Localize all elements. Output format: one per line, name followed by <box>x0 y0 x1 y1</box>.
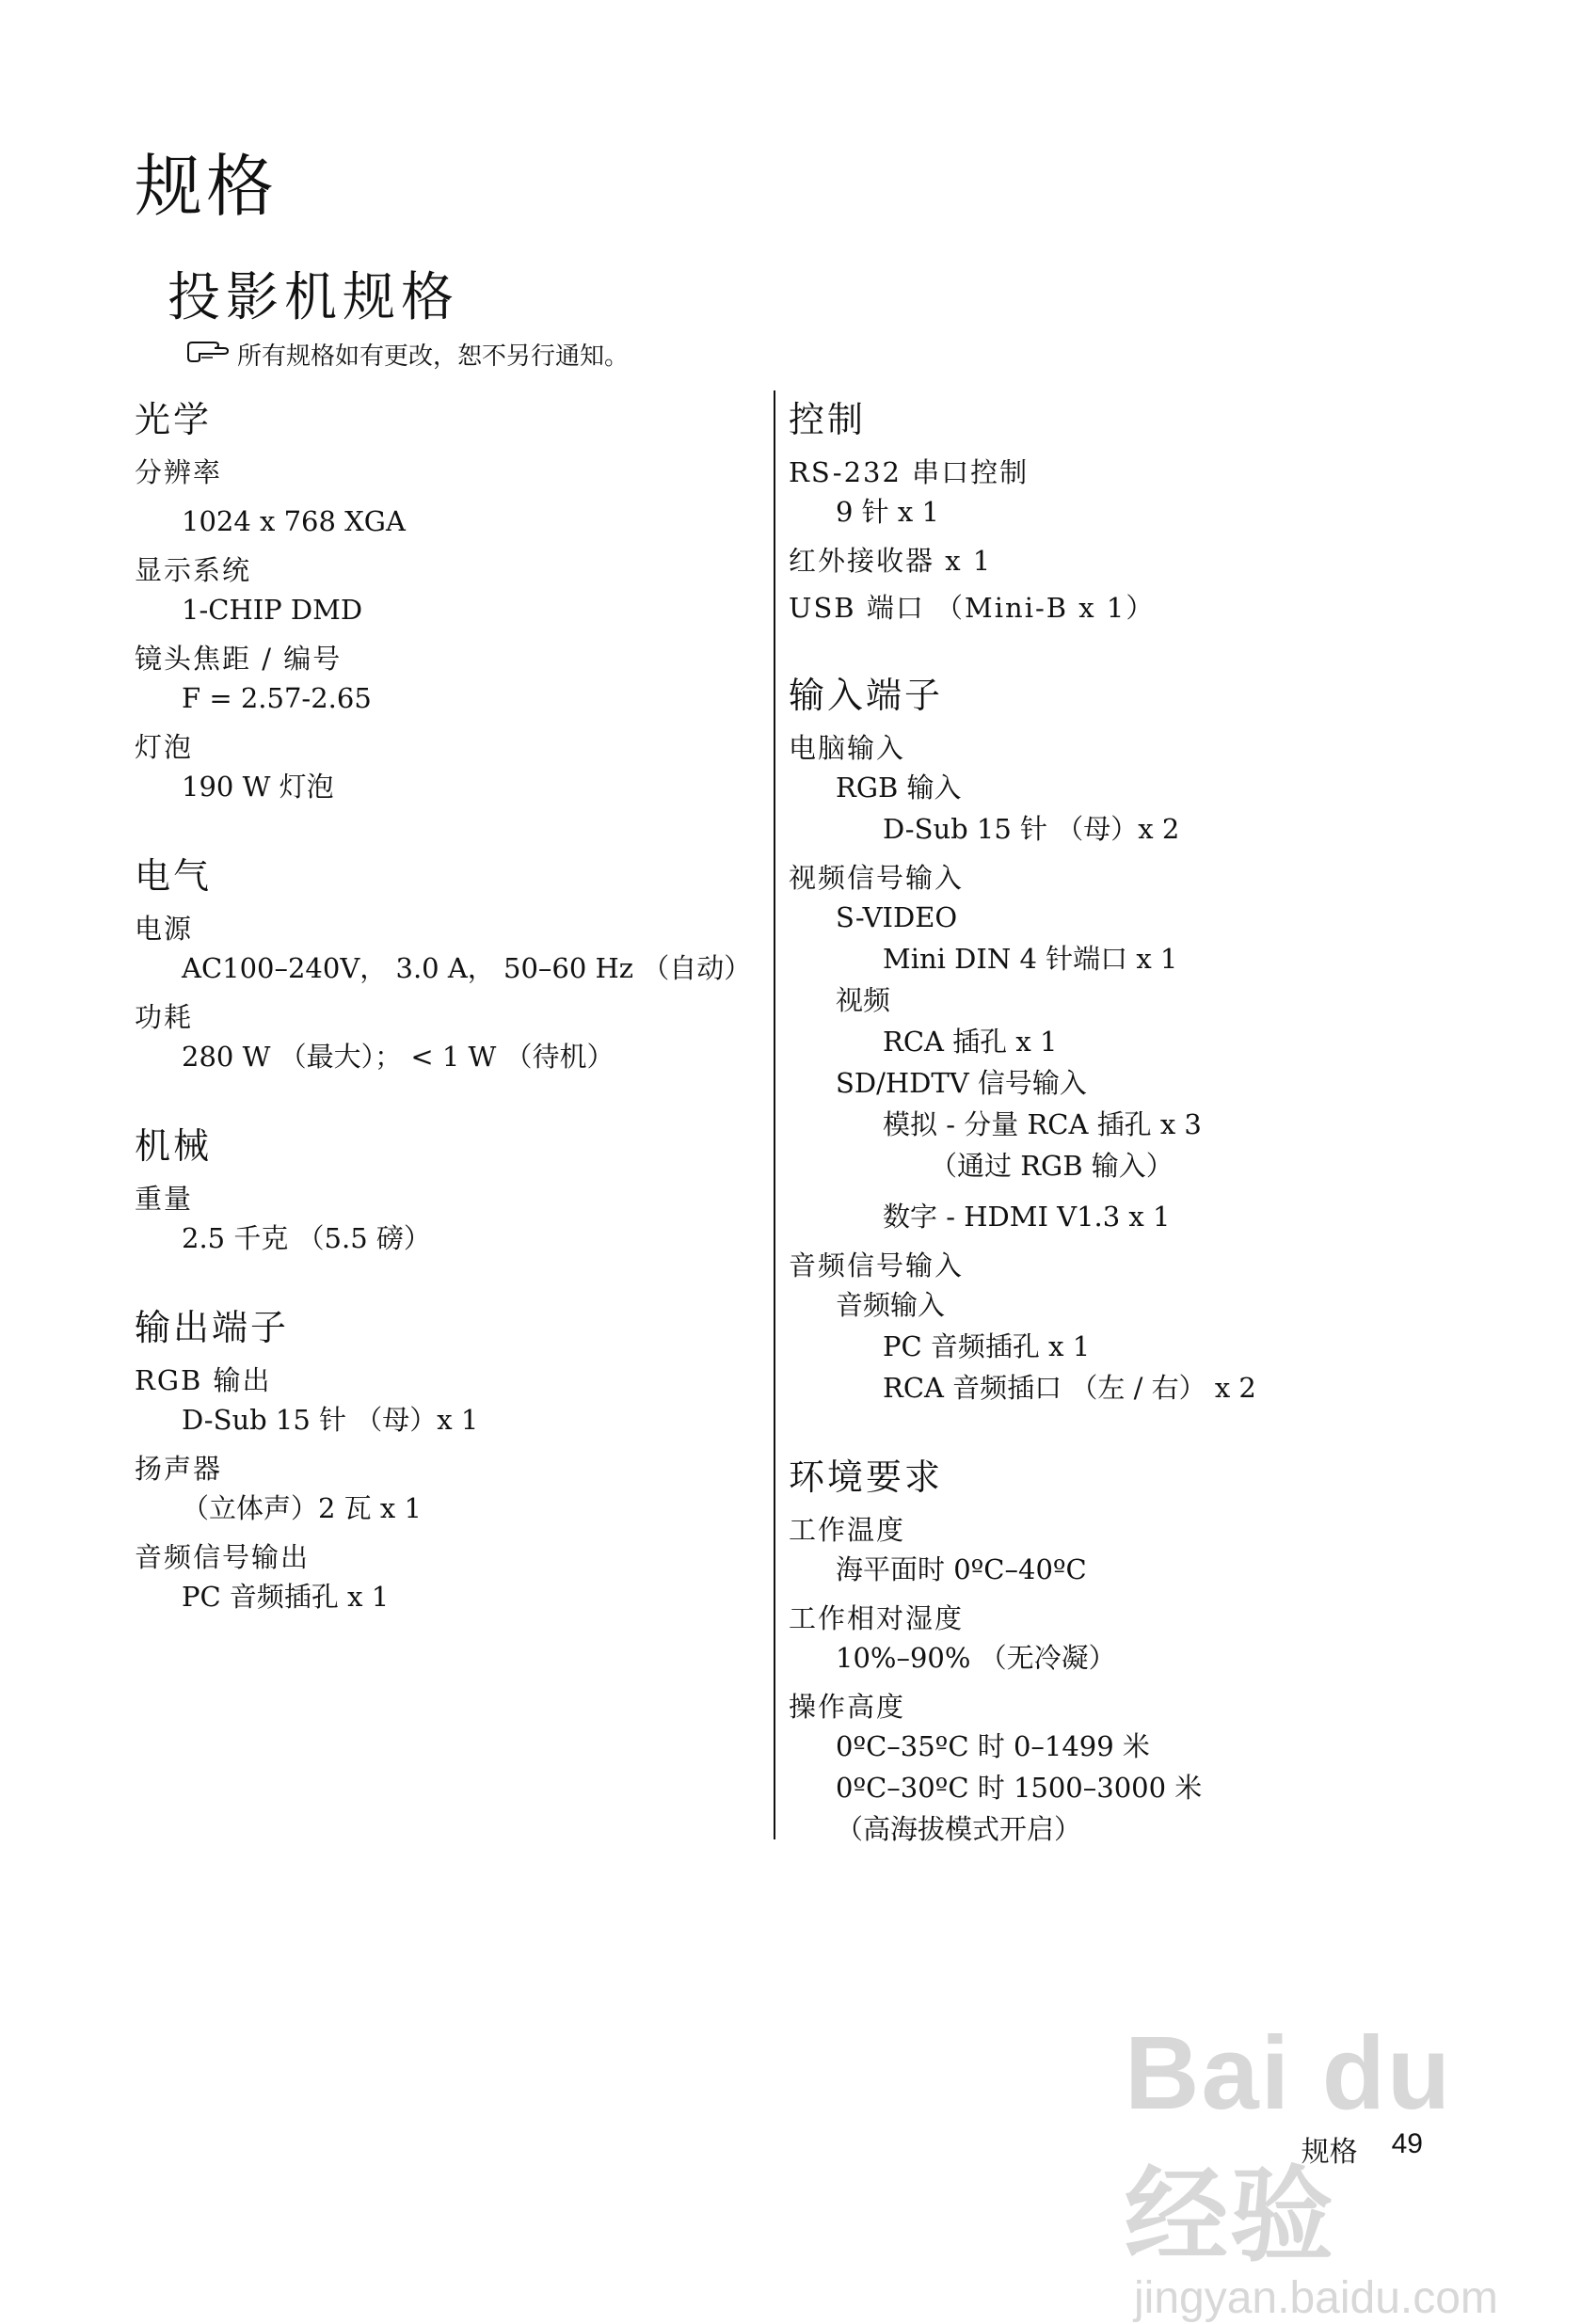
item-value: （立体声）2 瓦 x 1 <box>182 1492 422 1524</box>
section-heading: 电气 <box>135 855 213 897</box>
item-sublabel: 视频 <box>836 984 891 1016</box>
control-section <box>789 390 1447 627</box>
page-title: 规格 <box>135 147 279 226</box>
right-column <box>789 390 1447 1889</box>
mechanical-section <box>135 1117 756 1259</box>
section-heading: 机械 <box>135 1125 213 1167</box>
item-sublabel: RGB 输入 <box>836 772 962 804</box>
watermark-url: jingyan.baidu.com <box>1134 2273 1498 2323</box>
item-value: PC 音频插孔 x 1 <box>182 1581 390 1613</box>
watermark-brand: Bai du 经验 <box>1125 2015 1453 2274</box>
item-label: 镜头焦距 / 编号 <box>135 643 343 675</box>
item-value: 1-CHIP DMD <box>182 594 363 626</box>
item-value: F = 2.57-2.65 <box>182 682 372 714</box>
item-value: 10%–90% （无冷凝） <box>836 1642 1116 1674</box>
item-value: 280 W （最大）； < 1 W （待机） <box>182 1041 615 1073</box>
pointing-hand-icon <box>186 339 230 370</box>
section-heading: 光学 <box>135 399 213 440</box>
environment-section <box>789 1448 1447 1850</box>
item-label: 灯泡 <box>135 731 194 763</box>
section-heading: 输出端子 <box>135 1307 290 1348</box>
note <box>186 337 629 372</box>
section-title: 投影机规格 <box>168 267 459 328</box>
footer-label: 规格 <box>1301 2136 1358 2169</box>
item-value: AC100–240V， 3.0 A， 50–60 Hz （自动） <box>182 952 752 984</box>
item-label: RS-232 串口控制 <box>789 456 1030 488</box>
column-divider <box>774 390 775 1839</box>
item-label: 工作温度 <box>789 1514 906 1546</box>
item-label: 重量 <box>135 1183 194 1215</box>
item-value: D-Sub 15 针 （母）x 1 <box>182 1404 479 1436</box>
item-label: 工作相对湿度 <box>789 1602 965 1634</box>
item-value: （高海拔模式开启） <box>836 1813 1082 1845</box>
item-value: PC 音频插孔 x 1 <box>883 1330 1091 1362</box>
input-section <box>789 666 1447 1409</box>
item-label: 显示系统 <box>135 554 252 586</box>
optics-section <box>135 390 756 807</box>
item-sublabel: 音频输入 <box>836 1289 946 1321</box>
output-section <box>135 1298 756 1617</box>
page-footer <box>1302 2128 1423 2170</box>
item-label: 扬声器 <box>135 1453 223 1485</box>
item-sublabel: SD/HDTV 信号输入 <box>836 1067 1087 1099</box>
item-value: 0ºC–30ºC 时 1500–3000 米 <box>836 1772 1203 1804</box>
item-label: 功耗 <box>135 1001 194 1033</box>
left-column <box>135 390 756 1657</box>
item-value: 190 W 灯泡 <box>182 771 334 803</box>
item-label: 分辨率 <box>135 456 223 488</box>
item-value: 0ºC–35ºC 时 0–1499 米 <box>836 1730 1150 1762</box>
item-value: RCA 音频插口 （左 / 右） x 2 <box>883 1372 1256 1404</box>
item-value: 1024 x 768 XGA <box>182 505 406 537</box>
section-heading: 输入端子 <box>789 675 944 716</box>
page-number: 49 <box>1391 2128 1423 2159</box>
item-value: D-Sub 15 针 （母）x 2 <box>883 813 1180 845</box>
item-note: （通过 RGB 输入） <box>930 1150 1174 1182</box>
item-label: 电脑输入 <box>789 732 906 764</box>
item-value: 数字 - HDMI V1.3 x 1 <box>883 1201 1171 1233</box>
item-label: USB 端口 （Mini-B x 1） <box>789 592 1156 624</box>
item-label: 操作高度 <box>789 1691 906 1723</box>
item-label: RGB 输出 <box>135 1364 272 1396</box>
item-value: 9 针 x 1 <box>836 496 939 528</box>
item-value: RCA 插孔 x 1 <box>883 1026 1058 1058</box>
item-value: 海平面时 0ºC–40ºC <box>836 1553 1087 1585</box>
electrical-section <box>135 847 756 1077</box>
item-label: 视频信号输入 <box>789 862 965 894</box>
item-label: 电源 <box>135 913 194 945</box>
item-label: 音频信号输入 <box>789 1250 965 1281</box>
section-heading: 控制 <box>789 399 867 440</box>
item-value: 2.5 千克 （5.5 磅） <box>182 1222 431 1254</box>
section-heading: 环境要求 <box>789 1456 944 1498</box>
item-value: 模拟 - 分量 RCA 插孔 x 3 <box>883 1108 1202 1140</box>
item-label: 音频信号输出 <box>135 1541 311 1573</box>
item-label: 红外接收器 x 1 <box>789 545 993 577</box>
item-sublabel: S-VIDEO <box>836 901 958 933</box>
note-text: 所有规格如有更改，恕不另行通知。 <box>237 342 630 371</box>
item-value: Mini DIN 4 针端口 x 1 <box>883 943 1178 975</box>
